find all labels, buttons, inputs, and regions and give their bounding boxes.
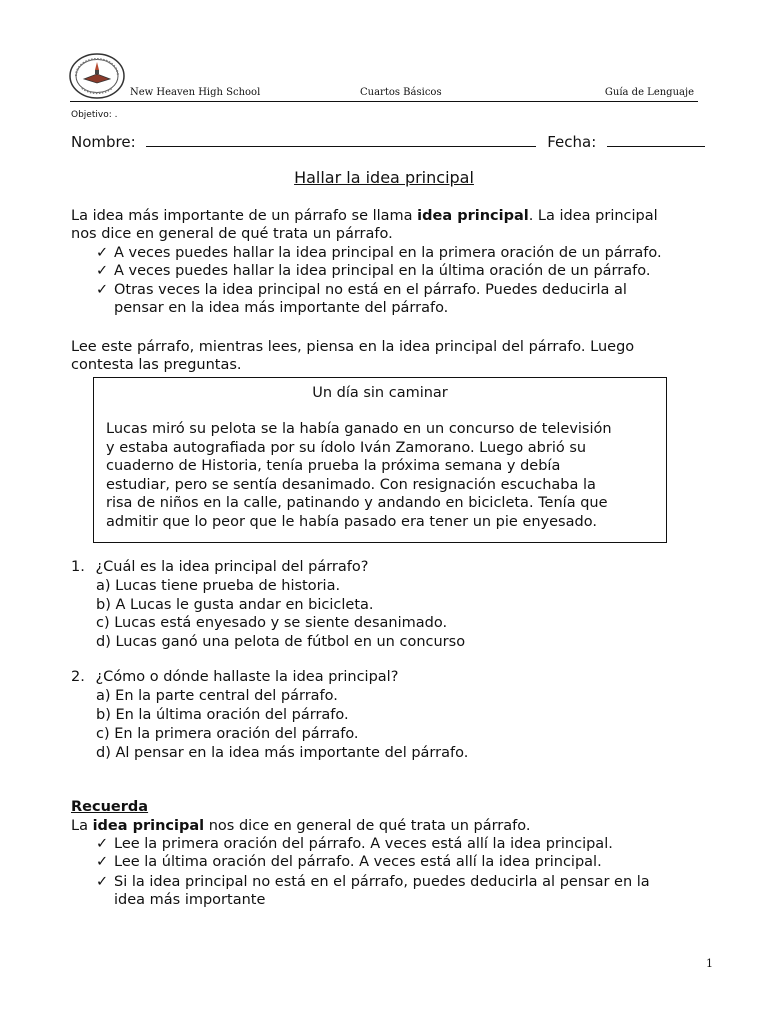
intro-text: La idea más importante de un párrafo se llama (71, 208, 418, 224)
instructions-line-1: Lee este párrafo, mientras lees, piensa en la idea principal del párrafo. Luego (71, 339, 635, 355)
question-2-option-b[interactable]: b) En la última oración del párrafo. (96, 707, 349, 723)
tip-item (96, 262, 650, 280)
check-icon: ✓ (96, 263, 109, 279)
story-box (93, 377, 667, 543)
intro-line-1 (71, 207, 658, 225)
question-1-option-c[interactable]: c) Lucas está enyesado y se siente desanimado. (96, 615, 448, 631)
tip-text: Otras veces la idea principal no está en el párrafo. Puedes deducirla al (114, 282, 627, 298)
recuerda-text: La (71, 818, 93, 834)
recuerda-heading: Recuerda (71, 799, 149, 815)
name-label: Nombre: (71, 133, 136, 151)
story-title: Un día sin caminar (312, 385, 448, 401)
question-2-option-d[interactable]: d) Al pensar en la idea más importante del párrafo. (96, 745, 469, 761)
check-icon: ✓ (96, 854, 109, 870)
question-1-option-a[interactable]: a) Lucas tiene prueba de historia. (96, 578, 341, 594)
question-2 (71, 668, 398, 687)
question-2-option-a[interactable]: a) En la parte central del párrafo. (96, 688, 338, 704)
question-1-option-b[interactable]: b) A Lucas le gusta andar en bicicleta. (96, 597, 374, 613)
intro-line-2: nos dice en general de qué trata un párrafo. (71, 226, 393, 242)
recuerda-text-end: nos dice en general de qué trata un párrafo. (204, 818, 531, 834)
instructions-line-2: contesta las preguntas. (71, 357, 242, 373)
date-blank[interactable] (607, 134, 705, 147)
recuerda-keyword: idea principal (92, 818, 205, 834)
question-number: 1. (71, 559, 85, 575)
tip-continuation: pensar en la idea más importante del párrafo. (114, 300, 449, 316)
tip-item (96, 281, 627, 299)
recuerda-item-text: Lee la última oración del párrafo. A veces está allí la idea principal. (114, 854, 602, 870)
school-name: New Heaven High School (130, 87, 261, 98)
question-text: ¿Cuál es la idea principal del párrafo? (95, 559, 369, 575)
recuerda-summary (71, 817, 530, 835)
check-icon: ✓ (96, 836, 109, 852)
recuerda-item (96, 853, 602, 871)
check-icon: ✓ (96, 282, 109, 298)
check-icon: ✓ (96, 874, 109, 890)
story-line: admitir que lo peor que le había pasado era tener un pie enyesado. (106, 513, 597, 530)
page-header (70, 84, 698, 102)
story-line: y estaba autografiada por su ídolo Iván Zamorano. Luego abrió su (106, 439, 587, 456)
story-line: estudiar, pero se sentía desanimado. Con resignación escuchaba la (106, 476, 596, 493)
question-1-option-d[interactable]: d) Lucas ganó una pelota de fútbol en un concurso (96, 634, 466, 650)
check-icon: ✓ (96, 245, 109, 261)
question-1 (71, 558, 368, 577)
question-text: ¿Cómo o dónde hallaste la idea principal? (95, 669, 399, 685)
tip-item (96, 244, 662, 262)
name-blank[interactable] (146, 134, 536, 147)
recuerda-item (96, 835, 613, 853)
recuerda-item-text: Si la idea principal no está en el párrafo, puedes deducirla al pensar en la (114, 874, 650, 890)
page-number: 1 (706, 957, 713, 970)
story-line: risa de niños en la calle, patinando y andando en bicicleta. Tenía que (106, 495, 608, 512)
tip-text: A veces puedes hallar la idea principal en la primera oración de un párrafo. (114, 245, 662, 261)
worksheet-title: Hallar la idea principal (294, 168, 474, 187)
subject-name: Guía de Lenguaje (604, 87, 694, 98)
intro-keyword: idea principal (417, 208, 529, 224)
recuerda-item (96, 873, 650, 891)
recuerda-item-text: Lee la primera oración del párrafo. A veces está allí la idea principal. (114, 836, 613, 852)
date-label: Fecha: (547, 133, 597, 151)
name-date-row (71, 133, 705, 151)
tip-text: A veces puedes hallar la idea principal en la última oración de un párrafo. (114, 263, 651, 279)
question-number: 2. (71, 669, 85, 685)
question-2-option-c[interactable]: c) En la primera oración del párrafo. (96, 726, 359, 742)
intro-text-end: . La idea principal (528, 208, 658, 224)
objective-label: Objetivo: . (71, 110, 118, 120)
story-line: cuaderno de Historia, tenía prueba la próxima semana y debía (106, 458, 561, 475)
recuerda-continuation: idea más importante (114, 892, 266, 908)
story-text (106, 420, 612, 532)
course-name: Cuartos Básicos (360, 87, 442, 98)
story-line: Lucas miró su pelota se la había ganado en un concurso de televisión (106, 421, 612, 437)
